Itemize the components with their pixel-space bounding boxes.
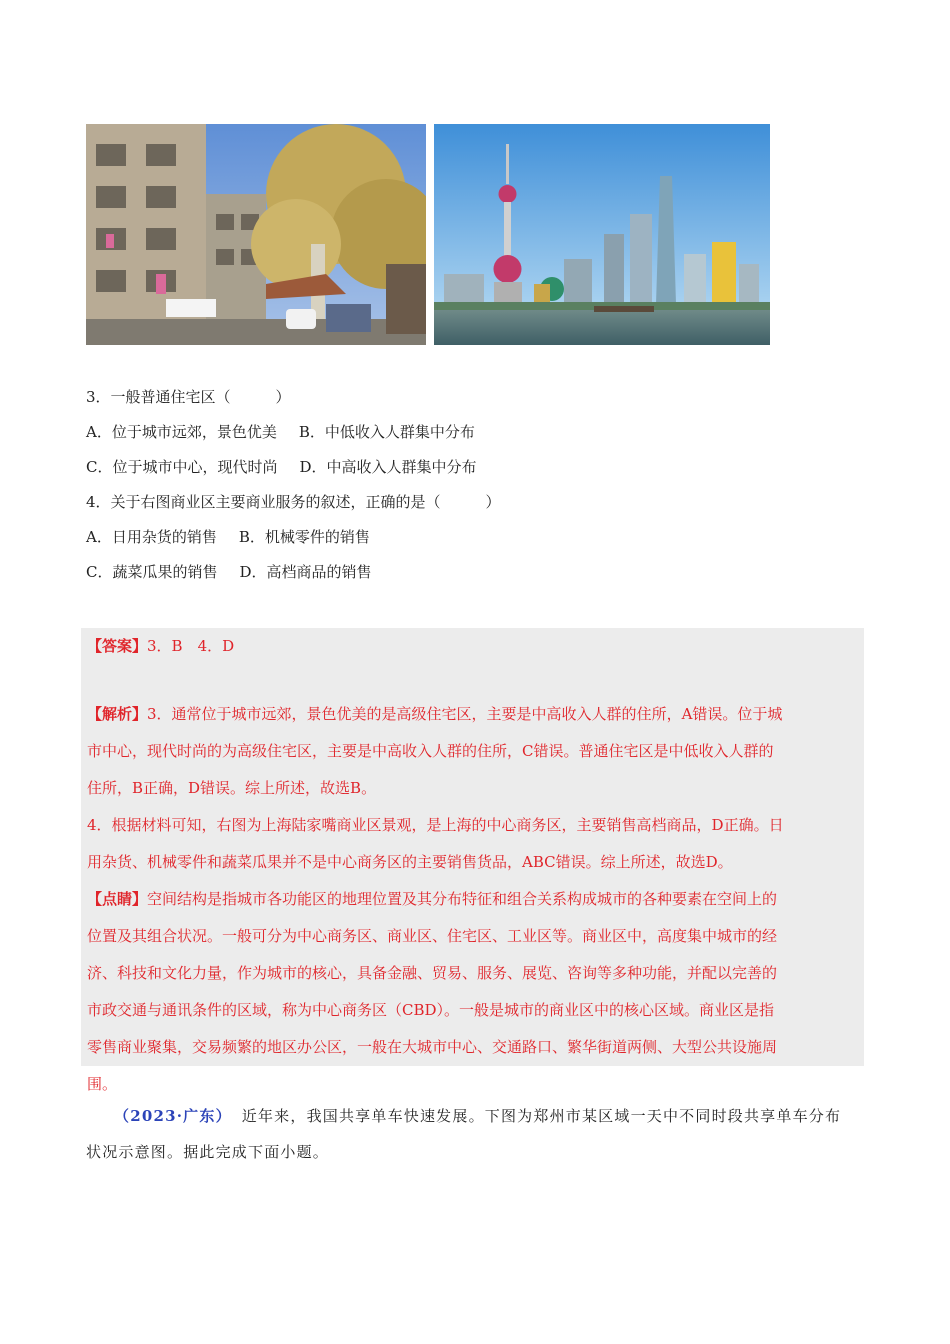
tip-line: 围。	[87, 1075, 118, 1093]
intro-line-1: （2023·广东） 近年来，我国共享单车快速发展。下图为郑州市某区域一天中不同时段共享单车分布	[114, 1107, 842, 1125]
analysis-tag: 【解析】	[87, 705, 148, 723]
tip-line: 零售商业聚集，交易频繁的地区办公区，一般在大城市中心、交通路口、繁华街道两侧、大型公共设施周	[87, 1038, 778, 1056]
option-4d[interactable]: D．高档商品的销售	[239, 563, 372, 581]
question-block	[86, 380, 866, 590]
option-4a[interactable]: A．日用杂货的销售	[86, 528, 217, 546]
option-3b[interactable]: B．中低收入人群集中分布	[298, 423, 475, 441]
answer-tag: 【答案】	[87, 637, 148, 655]
question-3-options-row-2	[86, 450, 866, 485]
intro-line-2: 状况示意图。据此完成下面小题。	[86, 1143, 330, 1161]
option-3c[interactable]: C．位于城市中心，现代时尚	[86, 458, 278, 476]
analysis-line: 【解析】3．通常位于城市远郊，景色优美的是高级住宅区，主要是中高收入人群的住所，A错误。位于城	[87, 705, 783, 723]
answer-analysis-box	[81, 628, 864, 1093]
next-question-intro	[86, 1098, 866, 1170]
tip-line: 济、科技和文化力量，作为城市的核心，具备金融、贸易、服务、展览、咨询等多种功能，并配以完善的	[87, 964, 778, 982]
answer-line	[87, 628, 864, 665]
city-skyline-photo	[434, 124, 770, 345]
answer-text: 3．B 4．D	[147, 637, 235, 655]
option-4b[interactable]: B．机械零件的销售	[238, 528, 370, 546]
analysis-line: 住所，B正确，D错误。综上所述，故选B。	[87, 779, 377, 797]
photo-pair	[86, 124, 776, 346]
analysis-line: 用杂货、机械零件和蔬菜瓜果并不是中心商务区的主要销售货品，ABC错误。综上所述，故选D。	[87, 853, 733, 871]
question-4-options-row-2	[86, 555, 866, 590]
option-3a[interactable]: A．位于城市远郊，景色优美	[86, 423, 277, 441]
tip-line: 【点睛】空间结构是指城市各功能区的地理位置及其分布特征和组合关系构成城市的各种要素在空间上的	[87, 890, 778, 908]
tip-line: 市政交通与通讯条件的区域，称为中心商务区（CBD）。一般是城市的商业区中的核心区域。商业区是指	[87, 1001, 775, 1019]
question-4-options-row-1	[86, 520, 866, 555]
tip-tag: 【点睛】	[87, 890, 148, 908]
tip-line: 位置及其组合状况。一般可分为中心商务区、商业区、住宅区、工业区等。商业区中，高度集中城市的经	[87, 927, 778, 945]
source-tag: （2023·广东）	[114, 1107, 232, 1125]
residential-building-photo	[86, 124, 426, 345]
question-3-stem: 3．一般普通住宅区（ ）	[86, 388, 291, 406]
option-3d[interactable]: D．中高收入人群集中分布	[299, 458, 477, 476]
question-4-stem: 4．关于右图商业区主要商业服务的叙述，正确的是（ ）	[86, 493, 501, 511]
option-4c[interactable]: C．蔬菜瓜果的销售	[86, 563, 218, 581]
analysis-line: 市中心，现代时尚的为高级住宅区，主要是中高收入人群的住所，C错误。普通住宅区是中低收入人群的	[87, 742, 774, 760]
analysis-section	[87, 696, 864, 1103]
answer-section	[87, 628, 864, 665]
question-3-options-row-1	[86, 415, 866, 450]
analysis-line: 4．根据材料可知，右图为上海陆家嘴商业区景观，是上海的中心商务区，主要销售高档商品，D正确。日	[87, 816, 784, 834]
